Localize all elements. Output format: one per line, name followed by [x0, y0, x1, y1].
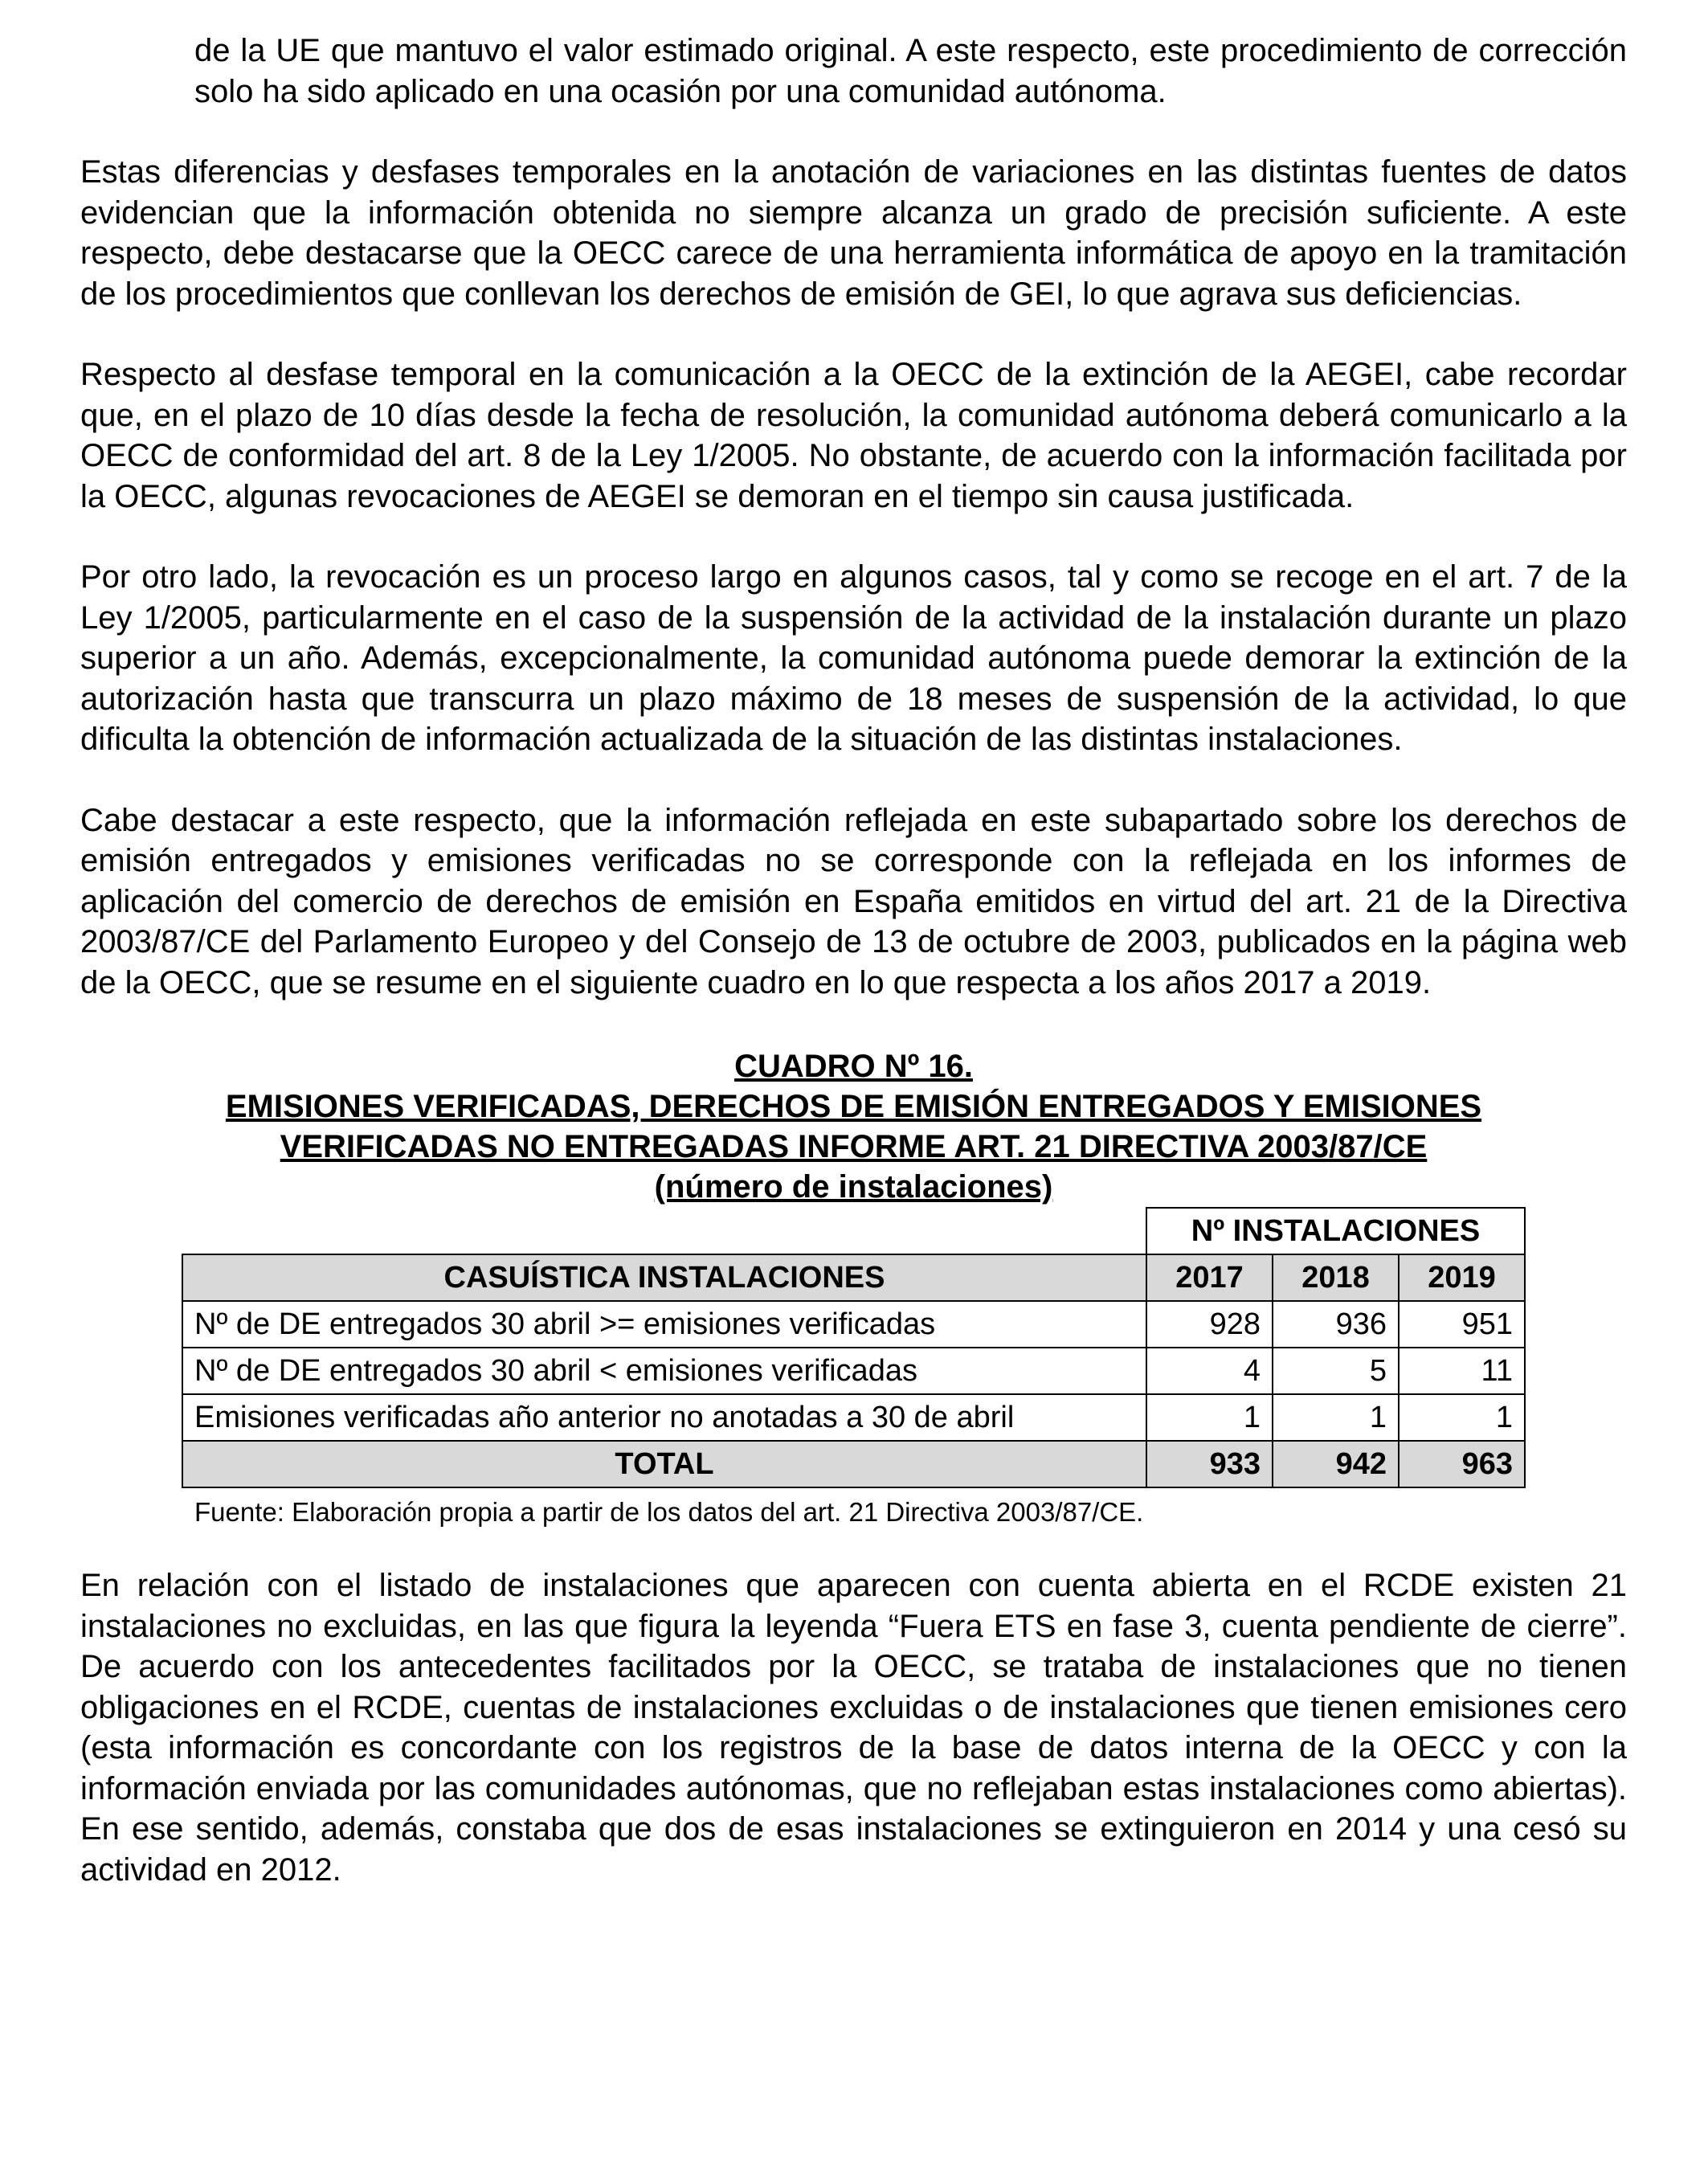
cell-value: 1	[1273, 1394, 1399, 1441]
cell-value: 1	[1399, 1394, 1525, 1441]
table-row	[182, 1348, 1525, 1394]
total-value: 942	[1273, 1441, 1399, 1487]
total-label: TOTAL	[182, 1441, 1146, 1487]
row-label: Nº de DE entregados 30 abril >= emisiones verificadas	[182, 1301, 1146, 1348]
table-caption	[80, 1046, 1627, 1207]
cell-value: 4	[1146, 1348, 1273, 1394]
paragraph: Cabe destacar a este respecto, que la información reflejada en este subapartado sobre los derechos de emisión entregados y emisiones verificadas no se corresponde con la reflejada en los informes de aplicación del comercio de derechos de emisión en España emitidos en virtud del art. 21 de la Directiva 2003/87/CE del Parlamento Europeo y del Consejo de 13 de octubre de 2003, publicados en la página web de la OECC, que se resume en el siguiente cuadro en lo que respecta a los años 2017 a 2019.	[80, 802, 1627, 1000]
total-value: 933	[1146, 1441, 1273, 1487]
paragraph: Estas diferencias y desfases temporales en la anotación de variaciones en las distintas fuentes de datos evidencian que la información obtenida no siempre alcanza un grado de precisión suficiente. A este respecto, debe destacarse que la OECC carece de una herramienta informática de apoyo en la tramitación de los procedimientos que conllevan los derechos de emisión de GEI, lo que agrava sus deficiencias.	[80, 154, 1627, 312]
table-section	[80, 1046, 1627, 1528]
document-page	[80, 31, 1627, 1890]
table-title-line: EMISIONES VERIFICADAS, DERECHOS DE EMISIÓN ENTREGADOS Y EMISIONES	[225, 1089, 1482, 1124]
paragraph: Respecto al desfase temporal en la comunicación a la OECC de la extinción de la AEGEI, cabe recordar que, en el plazo de 10 días desde la fecha de resolución, la comunidad autónoma deberá comunicarlo a la OECC de conformidad del art. 8 de la Ley 1/2005. No obstante, de acuerdo con la información facilitada por la OECC, algunas revocaciones de AEGEI se demoran en el tiempo sin causa justificada.	[80, 357, 1627, 514]
paragraph: de la UE que mantuvo el valor estimado original. A este respecto, este procedimiento de corrección solo ha sido aplicado en una ocasión por una comunidad autónoma.	[194, 33, 1627, 109]
cell-value: 5	[1273, 1348, 1399, 1394]
table-row	[182, 1301, 1525, 1348]
cell-value: 951	[1399, 1301, 1525, 1348]
paragraph: Por otro lado, la revocación es un proceso largo en algunos casos, tal y como se recoge en el art. 7 de la Ley 1/2005, particularmente en el caso de la suspensión de la actividad de la instalación durante un plazo superior a un año. Además, excepcionalmente, la comunidad autónoma puede demorar la extinción de la autorización hasta que transcurra un plazo máximo de 18 meses de suspensión de la actividad, lo que dificulta la obtención de información actualizada de la situación de las distintas instalaciones.	[80, 559, 1627, 757]
row-label: Nº de DE entregados 30 abril < emisiones verificadas	[182, 1348, 1146, 1394]
cell-value: 928	[1146, 1301, 1273, 1348]
total-value: 963	[1399, 1441, 1525, 1487]
year-header: 2018	[1273, 1254, 1399, 1301]
cell-value: 11	[1399, 1348, 1525, 1394]
paragraph: En relación con el listado de instalaciones que aparecen con cuenta abierta en el RCDE existen 21 instalaciones no excluidas, en las que figura la leyenda “Fuera ETS en fase 3, cuenta pendiente de cierre”. De acuerdo con los antecedentes facilitados por la OECC, se trataba de instalaciones que no tienen obligaciones en el RCDE, cuentas de instalaciones excluidas o de instalaciones que tienen emisiones cero (esta información es concordante con los registros de la base de datos interna de la OECC y con la información enviada por las comunidades autónomas, que no reflejaban estas instalaciones como abiertas). En ese sentido, además, constaba que dos de esas instalaciones se extinguieron en 2014 y una cesó su actividad en 2012.	[80, 1568, 1627, 1888]
total-row	[182, 1441, 1525, 1487]
cell-value: 936	[1273, 1301, 1399, 1348]
table-row	[182, 1394, 1525, 1441]
year-header: 2017	[1146, 1254, 1273, 1301]
table-number: CUADRO Nº 16.	[734, 1049, 973, 1084]
cell-value: 1	[1146, 1394, 1273, 1441]
year-header: 2019	[1399, 1254, 1525, 1301]
table-subtitle: (número de instalaciones)	[654, 1169, 1053, 1205]
table-source-note: Fuente: Elaboración propia a partir de los datos del art. 21 Directiva 2003/87/CE.	[194, 1497, 1144, 1527]
table-title-line: VERIFICADAS NO ENTREGADAS INFORME ART. 21 DIRECTIVA 2003/87/CE	[280, 1129, 1428, 1164]
group-header: Nº INSTALACIONES	[1146, 1208, 1525, 1254]
column-header: CASUÍSTICA INSTALACIONES	[182, 1254, 1146, 1301]
row-label: Emisiones verificadas año anterior no anotadas a 30 de abril	[182, 1394, 1146, 1441]
data-table	[182, 1207, 1526, 1488]
